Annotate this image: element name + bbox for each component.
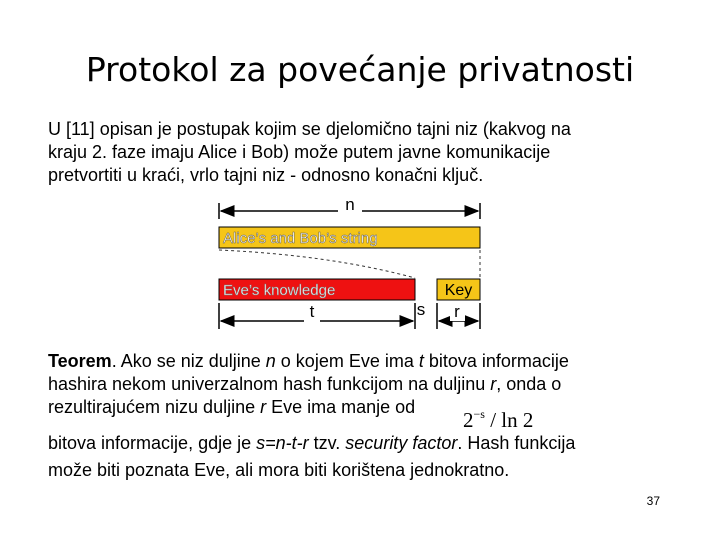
eves-knowledge-label: Eve’s knowledge <box>223 282 336 299</box>
intro-line-1: U [11] opisan je postupak kojim se djelomično tajni niz (kakvog na <box>48 119 571 139</box>
key-label: Key <box>444 282 473 299</box>
r-label: r <box>454 302 460 321</box>
conclusion-text: može biti poznata Eve, ali mora biti korištena jednokratno. <box>48 460 510 480</box>
formula-tail: / ln 2 <box>484 408 534 432</box>
theorem-paragraph <box>48 350 678 419</box>
theorem-text: hashira nekom univerzalnom hash funkcijom na duljinu <box>48 374 491 394</box>
eve-knowledge-guide <box>219 250 415 278</box>
n-label: n <box>345 195 355 214</box>
alice-bob-string-label: Alice’s and Bob’s string <box>223 230 378 247</box>
intro-paragraph <box>48 118 678 187</box>
conclusion-paragraph <box>48 430 678 484</box>
theorem-text: Eve ima manje od <box>266 397 416 417</box>
intro-line-2: kraju 2. faze imaju Alice i Bob) može putem javne komunikacije <box>48 142 551 162</box>
formula-base: 2 <box>463 408 474 432</box>
bound-formula <box>463 400 553 432</box>
privacy-amplification-diagram <box>210 193 490 335</box>
theorem-text: o kojem Eve ima <box>275 351 419 371</box>
var-r: r <box>260 397 267 417</box>
security-factor-term: security factor <box>345 433 458 453</box>
var-n: n <box>265 351 276 371</box>
theorem-heading: Teorem <box>48 351 112 371</box>
conclusion-text: bitova informacije, gdje je <box>48 433 257 453</box>
var-t: t <box>418 351 424 371</box>
theorem-text: bitova informacije <box>423 351 569 371</box>
slide-title: Protokol za povećanje privatnosti <box>85 50 635 89</box>
var-r: r <box>490 374 497 394</box>
t-label: t <box>309 302 315 321</box>
theorem-text: rezultirajućem nizu duljine <box>48 397 261 417</box>
security-factor-formula: s=n-t-r <box>256 433 309 453</box>
conclusion-text: tzv. <box>308 433 346 453</box>
theorem-text: , onda o <box>496 374 562 394</box>
s-label: s <box>416 300 426 319</box>
theorem-text: . Ako se niz duljine <box>111 351 266 371</box>
page-number: 37 <box>646 494 660 508</box>
conclusion-text: . Hash funkcija <box>457 433 576 453</box>
formula-exponent: −s <box>473 407 485 421</box>
intro-line-3: pretvortiti u kraći, vrlo tajni niz - odnosno konačni ključ. <box>48 165 484 185</box>
